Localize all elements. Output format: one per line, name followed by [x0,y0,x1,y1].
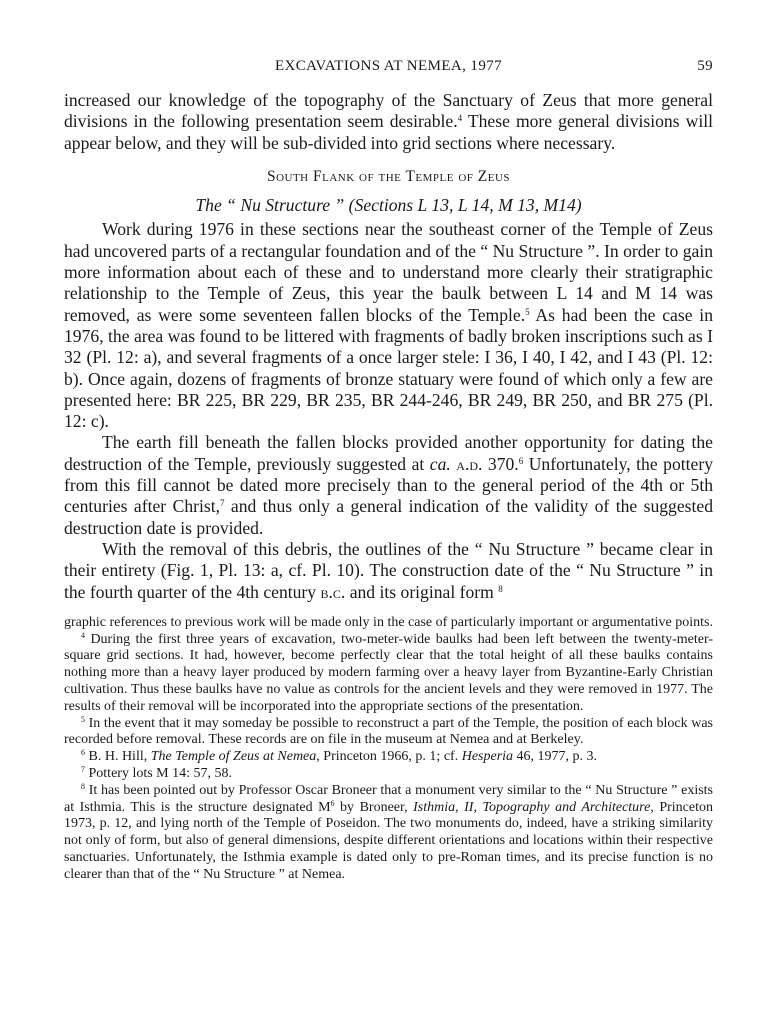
footnote-8-superscript: 6 [330,798,335,808]
paragraph-2-text-a: The earth fill beneath the fallen blocks provided another opportunity for dating the destruction of the Temple, previously suggested at [64,432,713,474]
footnote-5 [64,716,713,750]
footnote-8 [64,783,713,884]
footnote-number: 5 [81,714,85,724]
footnote-8-text-b: by Broneer, [334,799,414,815]
footnote-ref: 6 [518,455,524,466]
footnote-4-text: During the first three years of excavation, two-meter-wide baulks had been left between the twenty-meter-square grid sections. It had, however, become perfectly clear that the total height of all these baulks contains nothing more than a heavy layer produced by modern farming over a heavy layer from Byzantine-Early Christian cultivation. Thus these baulks have no value as controls for the ancient levels and they were removed in 1977. The results of their removal will be incorporated into the appropriate sections of the presentation. [64,631,713,714]
footnote-ref: 8 [498,583,503,594]
footnote-8-title: Isthmia, II, Topography and Architecture [413,799,651,815]
section-heading: South Flank of the Temple of Zeus [266,167,511,185]
footnote-6-text-a: B. H. Hill, [85,749,151,765]
footnote-ref: 4 [457,113,463,124]
paragraph-2 [64,432,713,538]
paragraph-2-ad: a.d. [456,453,483,474]
paragraph-2-text-b: 370. [482,453,519,474]
running-title: EXCAVATIONS AT NEMEA, 1977 [274,58,503,74]
body-text [64,90,713,603]
footnote-6-title: The Temple of Zeus at Nemea [150,749,317,765]
intro-paragraph [64,90,713,154]
footnote-number: 6 [81,748,85,758]
footnote-5-text: In the event that it may someday be possible to reconstruct a part of the Temple, the position of each block was recorded before removal. These records are on file in the museum at Nemea and at Berkeley. [64,715,713,748]
footnote-4 [64,632,713,716]
footnotes [64,615,713,884]
footnote-6-text-b: , Princeton 1966, p. 1; cf. [316,749,462,765]
intro-text-2: These more general divisions will appear below, and they will be sub-divided into grid sections where necessary. [64,111,713,153]
footnote-ref: 5 [525,306,530,317]
footnote-number: 8 [81,781,85,791]
paragraph-3-text-b: and its original form [345,581,499,602]
footnote-8-text-a: It has been pointed out by Professor Oscar Broneer that a monument very similar to the “ Nu Structure ” exists at Isthmia. This is the structure designated M [64,782,713,815]
footnote-6-text-c: 46, 1977, p. 3. [513,749,598,765]
paragraph-1-text-a: Work during 1976 in these sections near the southeast corner of the Temple of Zeus had uncovered parts of a rectangular foundation and of the “ Nu Structure ”. In order to gain more information about each of these and to understand more clearly their stratigraphic relationship to the Temple of Zeus, this year the baulk between L 14 and M 14 was removed, as were some seventeen fallen blocks of the Temple. [64,219,713,325]
footnote-ref: 7 [220,498,225,509]
footnote-continuation: graphic references to previous work will be made only in the case of particularly important or argumentative points. [64,614,713,630]
paragraph-1 [64,219,713,432]
paragraph-1-text-b: As had been the case in 1976, the area was found to be littered with fragments of badly broken inscriptions such as I 32 (Pl. 12: a), and several fragments of a once larger stele: I 36, I 40, I 42, and I 43 (Pl. 12: b). Once again, dozens of fragments of bronze statuary were found of which only a few are presented here: BR 225, BR 229, BR 235, BR 244-246, BR 249, BR 250, and BR 275 (Pl. 12: c). [64,304,713,432]
footnote-6-journal: Hesperia [461,749,514,765]
footnote-8-text-c: , Princeton 1973, p. 12, and lying north of the Temple of Poseidon. The two monuments do, indeed, have a striking similarity not only of form, but also of general dimensions, despite different orientations and locations within their respective sanctuaries. Unfortunately, the Isthmia example is dated only to pre-Roman times, and its precise function is no clearer than that of the “ Nu Structure ” at Nemea. [64,799,713,882]
footnote-7 [64,766,713,783]
intro-text: increased our knowledge of the topography of the Sanctuary of Zeus that more general divisions in the following presentation seem desirable. [64,90,713,132]
footnote-6 [64,749,713,766]
footnote-number: 7 [81,765,85,774]
paragraph-2-text-c: Unfortunately, the pottery from this fill cannot be dated more precisely than to the general period of the 4th or 5th centuries after Christ, [64,453,713,517]
paragraph-3 [64,539,713,603]
page [64,56,713,884]
paragraph-2-text-d: and thus only a general indication of the validity of the suggested destruction date is provided. [64,496,713,538]
page-number: 59 [697,58,713,74]
paragraph-2-ca: ca. [429,453,451,474]
running-head [64,56,713,80]
paragraph-3-text-a: With the removal of this debris, the outlines of the “ Nu Structure ” became clear in their entirety (Fig. 1, Pl. 13: a, cf. Pl. 10). The construction date of the “ Nu Structure ” in the fourth quarter of the 4th century [64,538,713,602]
footnote-7-text: Pottery lots M 14: 57, 58. [85,766,233,781]
sub-heading: The “ Nu Structure ” (Sections L 13, L 14, M 13, M14) [195,195,582,216]
footnote-number: 4 [81,630,85,640]
paragraph-3-bc: b.c. [320,581,346,602]
